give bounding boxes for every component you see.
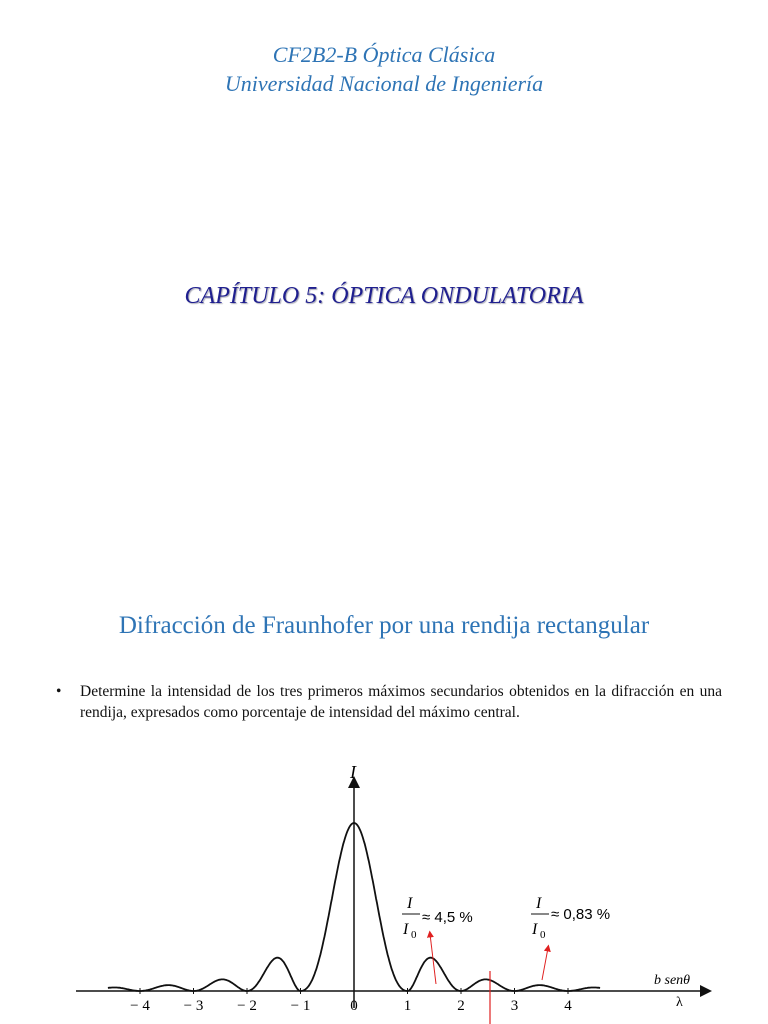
annotation-1-num: I — [407, 895, 413, 912]
x-axis-label-den: λ — [676, 995, 683, 1010]
chapter-title: CAPÍTULO 5: ÓPTICA ONDULATORIA — [184, 283, 584, 309]
x-tick-label: 0 — [350, 998, 358, 1014]
section-title: Difracción de Fraunhofer por una rendija rectangular — [118, 612, 650, 639]
problem-text: Determine la intensidad de los tres primeros máximos secundarios obtenidos en la difracción en una rendija, expresados como porcentaje de intensidad del máximo central. — [80, 683, 722, 721]
x-tick-label: 1 — [403, 998, 412, 1014]
x-tick-label: 4 — [564, 998, 572, 1014]
problem-statement — [56, 681, 722, 723]
diffraction-figure — [74, 758, 714, 1024]
intensity-plot — [74, 758, 714, 1024]
x-tick-label: − 1 — [290, 998, 311, 1014]
annotation-2-den-sub: 0 — [540, 929, 546, 941]
bullet-marker: • — [56, 683, 62, 700]
annotation-2-den: I — [532, 921, 538, 938]
course-header — [0, 40, 768, 98]
university-name: Universidad Nacional de Ingeniería — [224, 71, 544, 96]
annotation-1-value: ≈ 4,5 % — [422, 909, 473, 926]
y-axis-label: I — [350, 762, 356, 782]
x-axis-label-num: b senθ — [654, 973, 691, 988]
annotation-4-5 — [402, 895, 473, 941]
annotation-2-value: ≈ 0,83 % — [551, 906, 611, 923]
course-code: CF2B2-B Óptica Clásica — [272, 42, 496, 67]
annotation-1-den: I — [403, 921, 409, 938]
x-tick-label: − 3 — [183, 998, 204, 1014]
x-tick-label: 3 — [510, 998, 519, 1014]
x-tick-label: − 4 — [130, 998, 150, 1014]
annotation-1-den-sub: 0 — [411, 929, 417, 941]
annotation-2-num: I — [536, 895, 542, 912]
x-tick-label: 2 — [457, 998, 465, 1014]
annotation-arrow-2 — [542, 948, 548, 980]
x-tick-label: − 2 — [237, 998, 257, 1014]
annotation-0-83 — [531, 895, 610, 941]
